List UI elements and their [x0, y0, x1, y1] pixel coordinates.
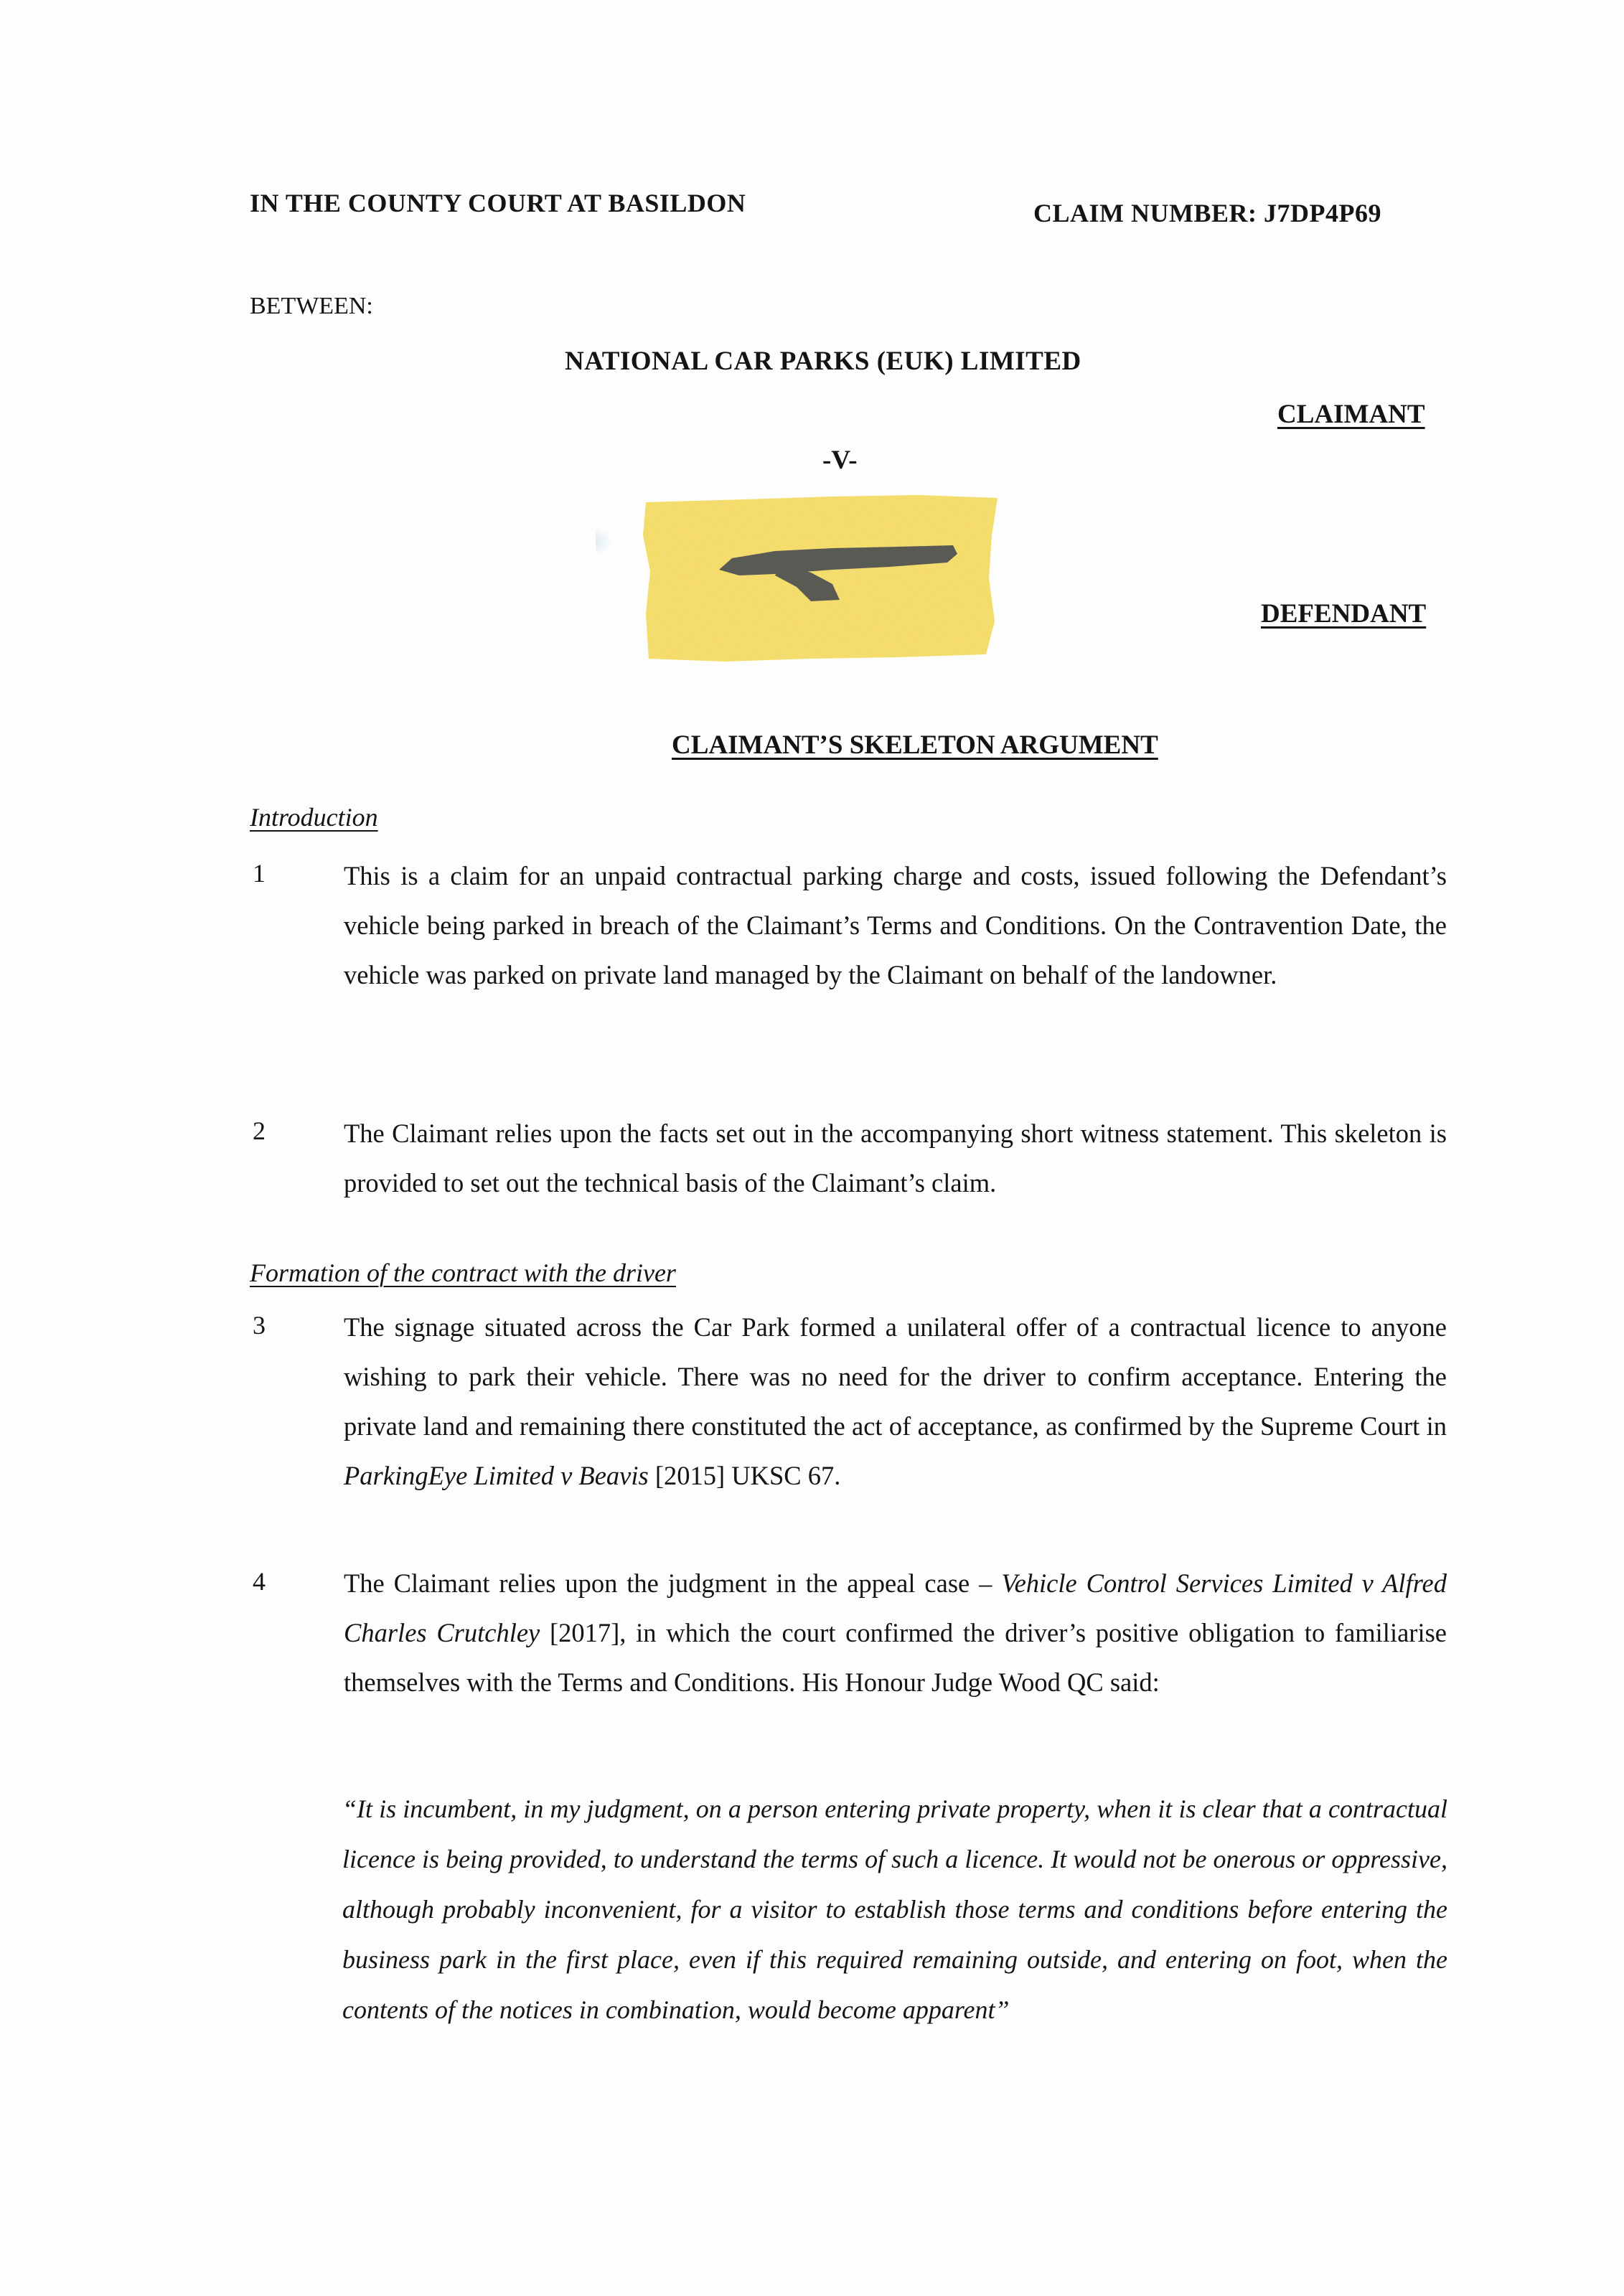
document-title: CLAIMANT’S SKELETON ARGUMENT [672, 730, 1158, 760]
between-label: BETWEEN: [250, 293, 373, 319]
redaction-patch [596, 492, 1005, 663]
claimant-name: NATIONAL CAR PARKS (EUK) LIMITED [565, 347, 1081, 376]
section-heading-introduction: Introduction [250, 803, 378, 832]
paragraph-number-1: 1 [253, 859, 266, 888]
paragraph-4 [344, 1558, 1447, 1707]
case-citation-crutchley: Vehicle Control Services Limited v Alfred Charles Crutchley [344, 1568, 1447, 1647]
claimant-label: CLAIMANT [1277, 400, 1425, 429]
paragraph-3-text: The signage situated across the Car Park formed a unilateral offer of a contractual licence to anyone wishing to park their vehicle. There was no need for the driver to confirm acceptance. Entering the private land and remaining there constituted the act of acceptance, as confirmed by the Supreme Court in [344, 1312, 1447, 1441]
claim-number: CLAIM NUMBER: J7DP4P69 [1033, 199, 1381, 227]
defendant-label: DEFENDANT [1261, 599, 1427, 629]
case-citation-parkingeye: ParkingEye Limited v Beavis [344, 1461, 649, 1490]
judgment-quote: “It is incumbent, in my judgment, on a person entering private property, when it is clear that a contractual licence is being provided, to understand the terms of such a licence. It would not be onerous or oppressive, although probably inconvenient, for a visitor to establish those terms and conditions before entering the business park in the first place, even if this required remaining outside, and entering on foot, when the contents of the notices in combination, would become apparent” [342, 1794, 1447, 2024]
paragraph-2: The Claimant relies upon the facts set out in the accompanying short witness statement. This skeleton is provided to set out the technical basis of the Claimant’s claim. [344, 1119, 1447, 1198]
paragraph-1: This is a claim for an unpaid contractual parking charge and costs, issued following the Defendant’s vehicle being parked in breach of the Claimant’s Terms and Conditions. On the Contravention Date, the vehicle was parked on private land managed by the Claimant on behalf of the landowner. [344, 861, 1447, 989]
paragraph-3 [344, 1302, 1447, 1500]
paragraph-number-3: 3 [253, 1311, 266, 1340]
section-heading-formation: Formation of the contract with the driver [250, 1258, 676, 1287]
paragraph-4-rest: [2017], in which the court confirmed the driver’s positive obligation to familiarise themselves with the Terms and Conditions. His Honour Judge Wood QC said: [344, 1618, 1447, 1697]
paragraph-number-4: 4 [253, 1567, 266, 1596]
paragraph-4-text: The Claimant relies upon the judgment in the appeal case – [344, 1568, 1002, 1598]
versus-label: -V- [822, 446, 858, 475]
paragraph-3-citation: [2015] UKSC 67. [648, 1461, 841, 1490]
court-name: IN THE COUNTY COURT AT BASILDON [250, 189, 746, 217]
paragraph-number-2: 2 [253, 1116, 266, 1145]
